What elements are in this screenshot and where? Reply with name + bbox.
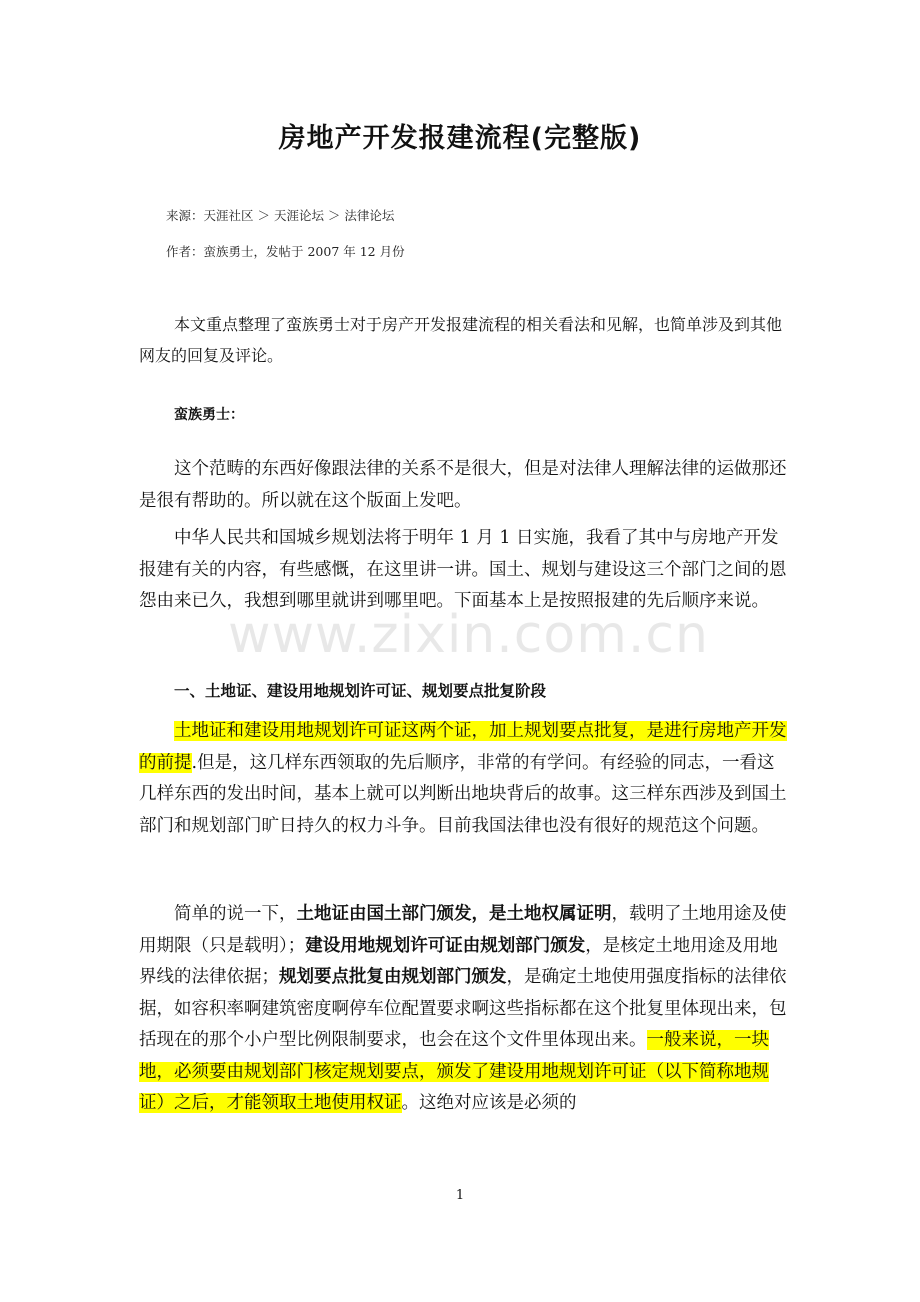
source-line: 来源：天涯社区 ＞ 天涯论坛 ＞ 法律论坛 [166,208,395,223]
watermark: www.zixin.com.cn [228,605,709,665]
section-heading-1: 一、土地证、建设用地规划许可证、规划要点批复阶段 [174,682,547,700]
paragraph-2: 中华人民共和国城乡规划法将于明年 1 月 1 日实施，我看了其中与房地产开发报建有关的内容，有些感慨，在这里讲一讲。国土、规划与建设这三个部门之间的恩怨由来已久，我想到哪里就讲到哪里吧。下面基本上是按照报建的先后顺序来说。 [139,528,787,611]
paragraph-3 [139,716,789,842]
page-title: 房地产开发报建流程(完整版) [278,123,642,154]
bold-text: 规划要点批复由规划部门颁发 [279,967,507,987]
paragraph-text: ，载明了土地用途及使用期限（只是载明）； [139,904,787,956]
speaker-label: 蛮族勇士： [174,407,244,423]
paragraph-4 [139,899,789,1120]
paragraph-text: 。这绝对应该是必须的 [401,1093,577,1113]
page-number: 1 [455,1188,465,1203]
bold-text: 建设用地规划许可证由规划部门颁发 [305,935,586,956]
paragraph-1: 这个范畴的东西好像跟法律的关系不是很大，但是对法律人理解法律的运做那还是很有帮助的。所以就在这个版面上发吧。 [139,459,787,511]
highlight-text: 一般来说，一块地，必须要由规划部门核定规划要点，颁发了建设用地规划许可证（以下简称地规证）之后，才能领取土地使用权证 [139,1030,769,1113]
author-line: 作者：蛮族勇士，发帖于 2007 年 12 月份 [166,244,405,259]
highlight-text: 土地证和建设用地规划许可证这两个证，加上规划要点批复，是进行房地产开发的前提 [139,721,787,773]
paragraph-text: ，是确定土地使用强度指标的法律依据，如容积率啊建筑密度啊停车位配置要求啊这些指标都在这个批复里体现出来，包括现在的那个小户型比例限制要求，也会在这个文件里体现出来。 [139,967,787,1050]
intro-paragraph: 本文重点整理了蛮族勇士对于房产开发报建流程的相关看法和见解，也简单涉及到其他网友的回复及评论。 [139,315,783,365]
paragraph-text: ，是核定土地用途及用地界线的法律依据； [139,935,778,987]
paragraph-text: 简单的说一下， [174,904,297,924]
paragraph-text: .但是，这几样东西领取的先后顺序，非常的有学问。有经验的同志，一看这几样东西的发出时间，基本上就可以判断出地块背后的故事。这三样东西涉及到国土部门和规划部门旷日持久的权力斗争。目前我国法律也没有很好的规范这个问题。 [139,752,787,836]
bold-text: 土地证由国土部门颁发，是土地权属证明 [296,904,612,924]
